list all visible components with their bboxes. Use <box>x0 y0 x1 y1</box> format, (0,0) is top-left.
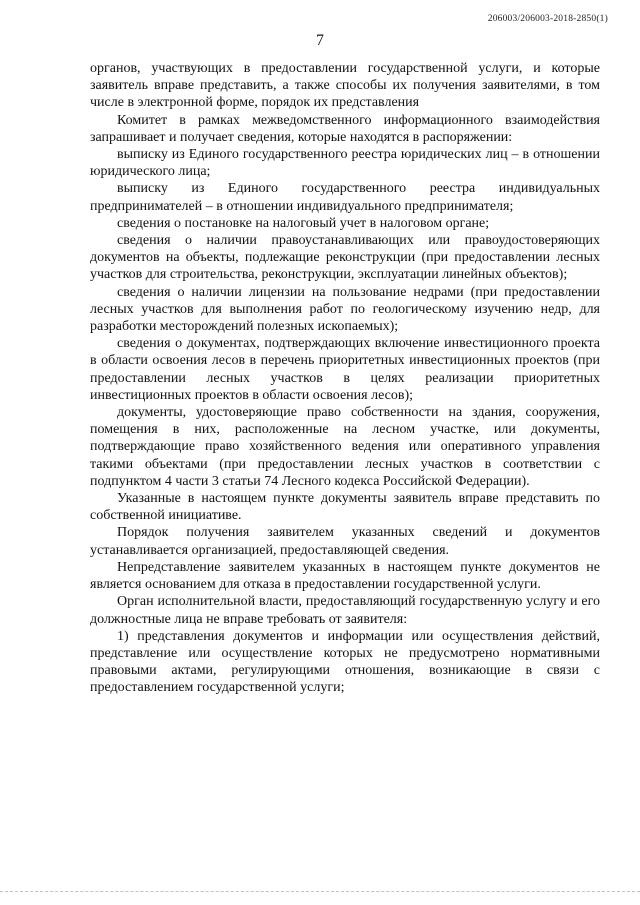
paragraph: Комитет в рамках межведомственного информационного взаимодействия запрашивает и получает сведения, которые находятся в распоряжении: <box>90 112 600 145</box>
list-item: сведения о наличии правоустанавливающих или правоудостоверяющих документов на объекты, подлежащие реконструкции (при предоставлении лесных участков для строительства, реконструкции, эксплуатации линейных объектов); <box>90 233 600 283</box>
page-number: 7 <box>316 32 324 49</box>
list-item: документы, удостоверяющие право собственности на здания, сооружения, помещения в них, расположенные на лесном участке, или документы, подтверждающие право хозяйственного ведения или оперативного управления такими объектами (при предоставлении лесных участков в соответствии с подпунктом 4 части 3 статьи 74 Лесного кодекса Российской Федерации). <box>90 405 600 489</box>
document-body <box>90 60 600 697</box>
paragraph: Орган исполнительной власти, предоставляющий государственную услугу и его должностные лица не вправе требовать от заявителя: <box>90 594 600 627</box>
list-item: сведения о документах, подтверждающих включение инвестиционного проекта в области освоения лесов в перечень приоритетных инвестиционных проектов (при предоставлении лесных участков в целях реализации приоритетных инвестиционных проектов в области освоения лесов); <box>90 336 600 403</box>
paragraph: Указанные в настоящем пункте документы заявитель вправе представить по собственной инициативе. <box>90 491 600 524</box>
document-registration-number: 206003/206003-2018-2850(1) <box>487 14 608 24</box>
paragraph: Порядок получения заявителем указанных сведений и документов устанавливается организацией, предоставляющей сведения. <box>90 525 600 558</box>
list-item: 1) представления документов и информации или осуществления действий, представление или осуществление которых не предусмотрено нормативными правовыми актами, регулирующими отношения, возникающие в связи с предоставлением государственной услуги; <box>90 628 600 696</box>
list-item: сведения о наличии лицензии на пользование недрами (при предоставлении лесных участков для выполнения работ по геологическому изучению недр, для разработки месторождений полезных ископаемых); <box>90 284 600 335</box>
list-item: сведения о постановке на налоговый учет в налоговом органе; <box>117 215 490 231</box>
scan-edge-line <box>0 891 640 892</box>
paragraph: Непредставление заявителем указанных в настоящем пункте документов не является основанием для отказа в предоставлении государственной услуги. <box>90 559 600 593</box>
list-item: выписку из Единого государственного реестра индивидуальных предпринимателей – в отношении индивидуального предпринимателя; <box>90 181 600 214</box>
list-item: выписку из Единого государственного реестра юридических лиц – в отношении юридического лица; <box>90 147 600 180</box>
paragraph: органов, участвующих в предоставлении государственной услуги, и которые заявитель вправе представить, а также способы их получения заявителями, в том числе в электронной форме, порядок их представления <box>90 61 600 111</box>
